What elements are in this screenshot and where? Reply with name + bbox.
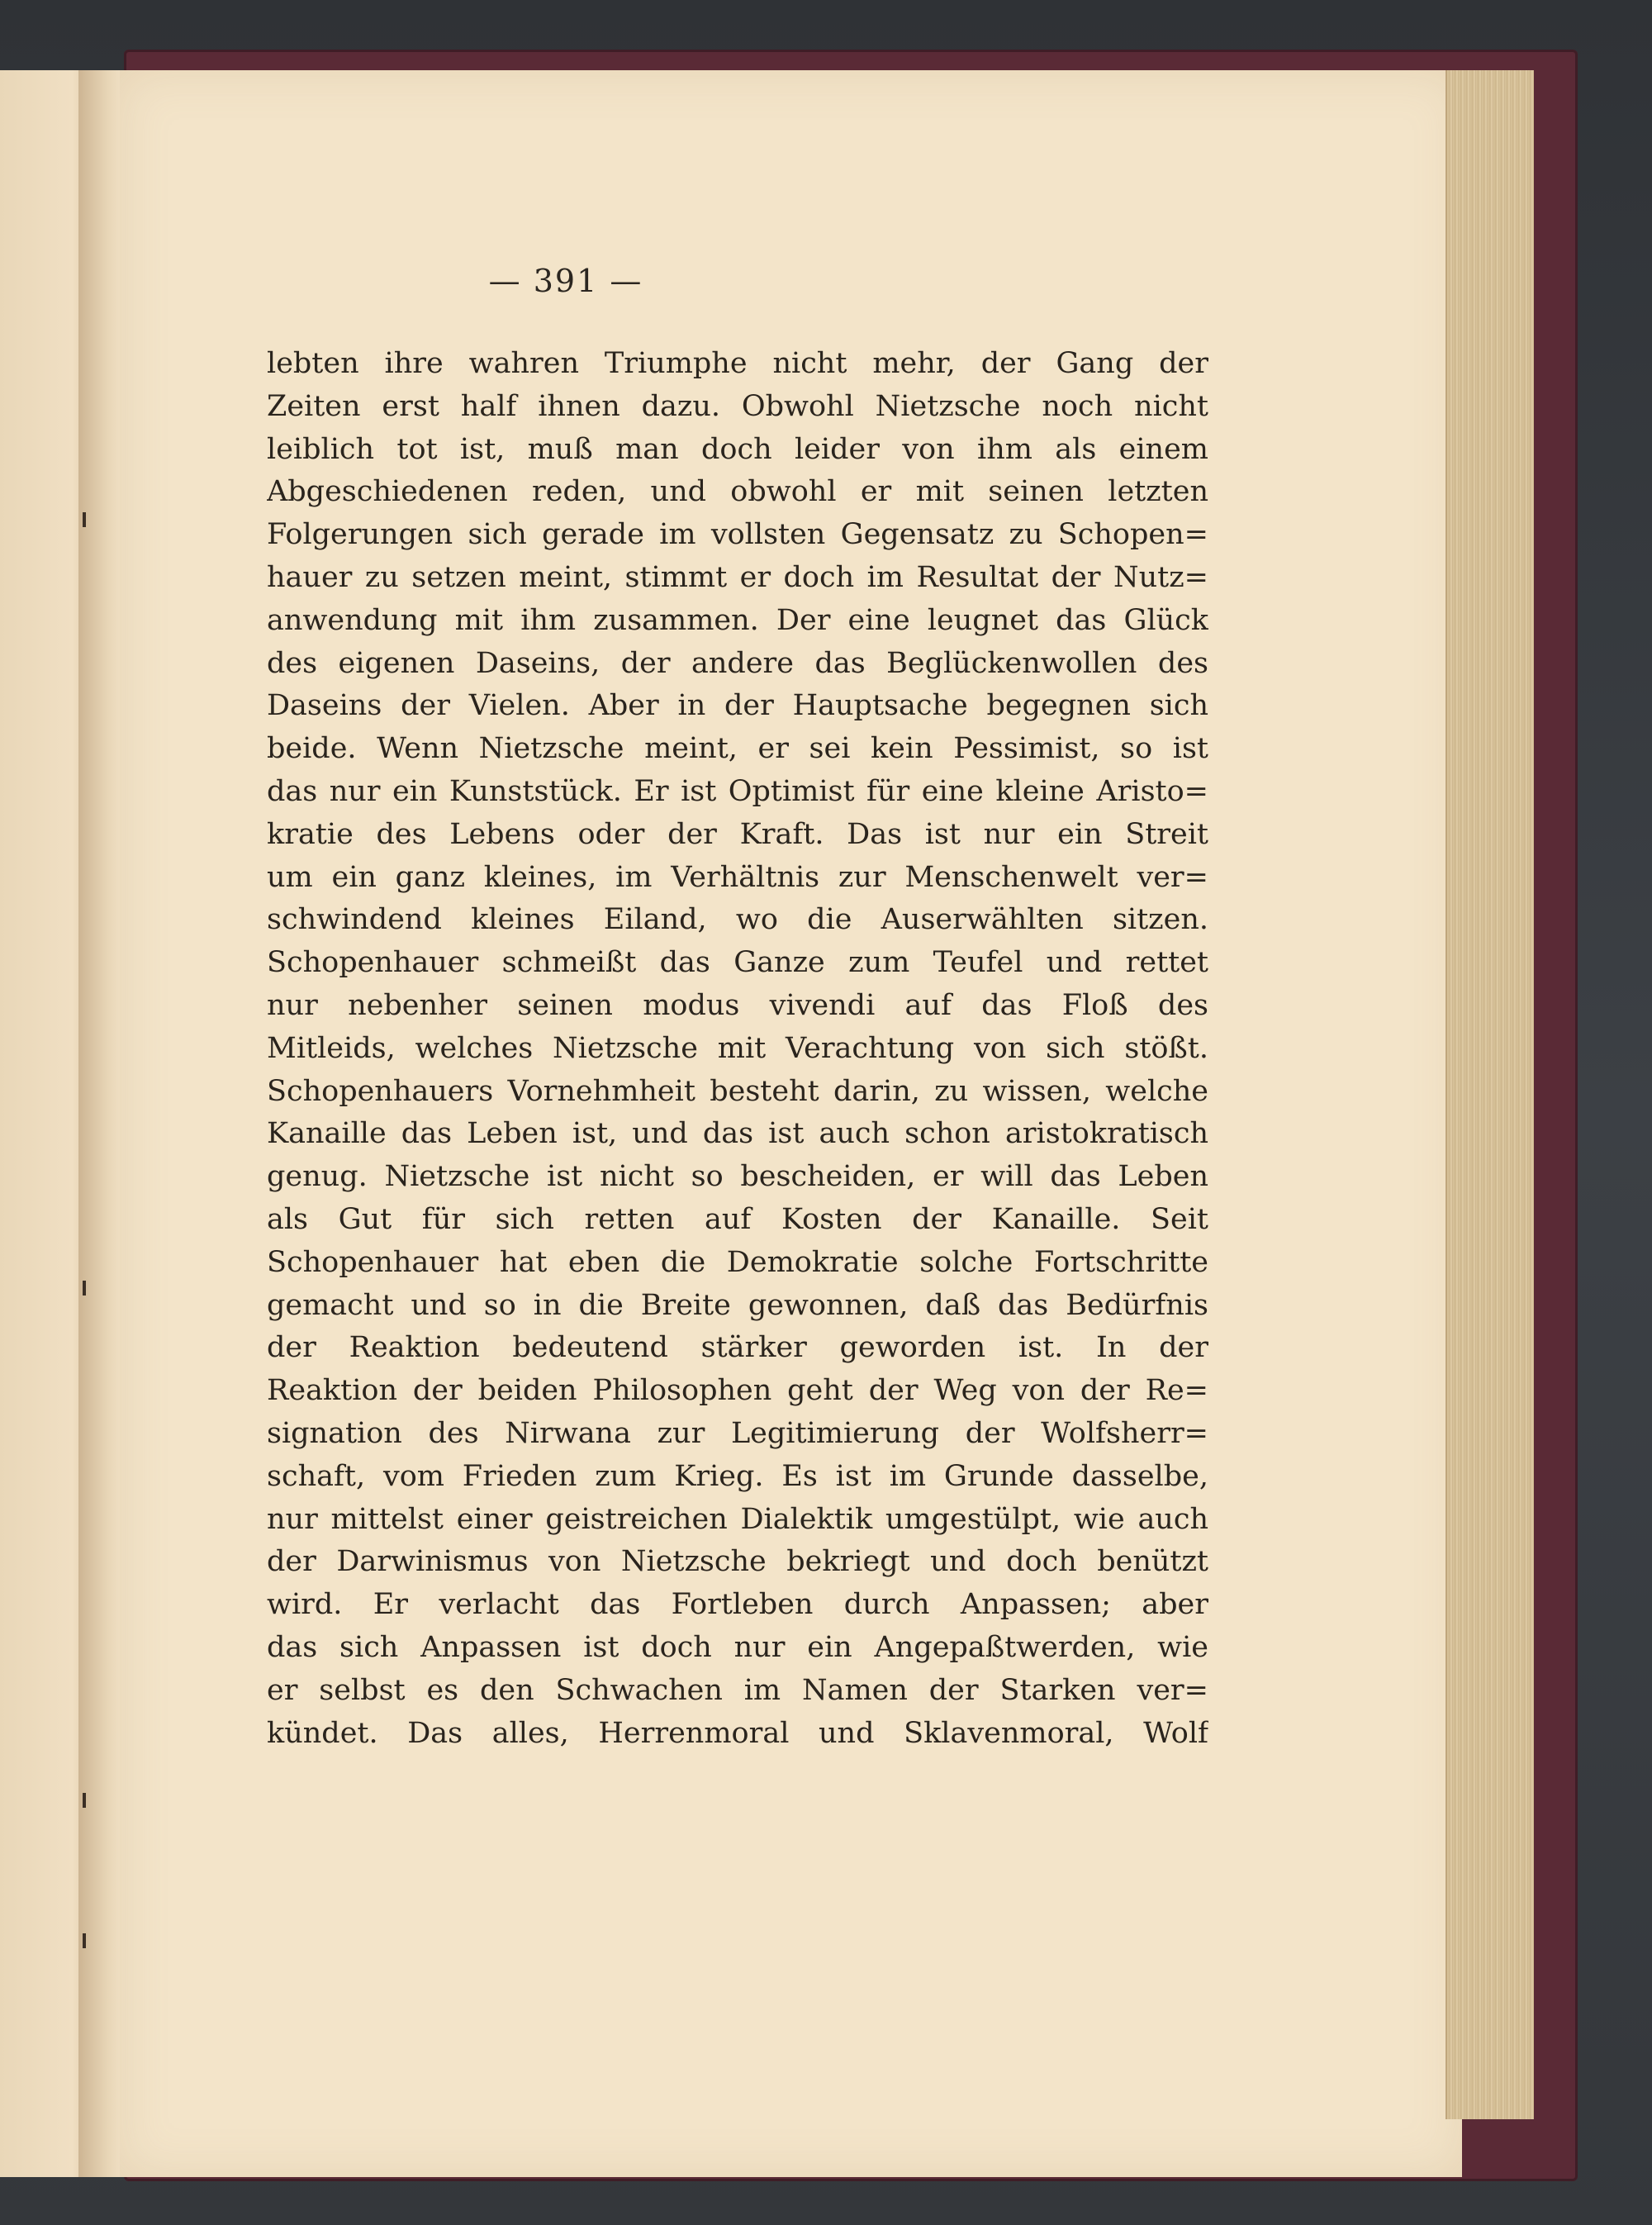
text-line: Abgeschiedenen reden, und obwohl er mit seinen letzten <box>267 475 1208 509</box>
text-line: leiblich tot ist, muß man doch leider von ihm als einem <box>267 432 1208 466</box>
text-line: Schopenhauers Vornehmheit besteht darin, zu wissen, welche <box>267 1074 1208 1108</box>
text-line: schaft, vom Frieden zum Krieg. Es ist im Grunde dasselbe, <box>267 1459 1208 1493</box>
text-line: nur nebenher seinen modus vivendi auf das Floß des <box>267 988 1208 1022</box>
text-line: wird. Er verlacht das Fortleben durch Anpassen; aber <box>267 1588 1208 1622</box>
text-line: schwindend kleines Eiland, wo die Auserwählten sitzen. <box>267 903 1208 937</box>
edge-mark <box>83 1793 86 1808</box>
text-line: genug. Nietzsche ist nicht so bescheiden, er will das Leben <box>267 1160 1208 1194</box>
text-line: Mitleids, welches Nietzsche mit Verachtung von sich stößt. <box>267 1031 1208 1065</box>
text-line: als Gut für sich retten auf Kosten der Kanaille. Seit <box>267 1202 1208 1236</box>
text-line: der Reaktion bedeutend stärker geworden ist. In der <box>267 1331 1208 1365</box>
text-line: Folgerungen sich gerade im vollsten Gegensatz zu Schopen= <box>267 518 1208 552</box>
text-line: signation des Nirwana zur Legitimierung der Wolfsherr= <box>267 1416 1208 1450</box>
text-line: der Darwinismus von Nietzsche bekriegt und doch benützt <box>267 1545 1208 1579</box>
text-line: Schopenhauer schmeißt das Ganze zum Teufel und rettet <box>267 946 1208 980</box>
left-page-marks <box>83 496 89 1983</box>
text-line: beide. Wenn Nietzsche meint, er sei kein Pessimist, so ist <box>267 732 1208 766</box>
text-line: lebten ihre wahren Triumphe nicht mehr, der Gang der <box>267 347 1208 380</box>
text-line: Daseins der Vielen. Aber in der Hauptsache begegnen sich <box>267 689 1208 723</box>
text-line: Schopenhauer hat eben die Demokratie solche Fortschritte <box>267 1245 1208 1279</box>
text-line: um ein ganz kleines, im Verhältnis zur Menschenwelt ver= <box>267 860 1208 894</box>
text-line: kündet. Das alles, Herrenmoral und Sklavenmoral, Wolf <box>267 1716 1208 1750</box>
page-number: — 391 — <box>488 263 643 299</box>
edge-mark <box>83 512 86 527</box>
text-line: nur mittelst einer geistreichen Dialektik umgestülpt, wie auch <box>267 1502 1208 1536</box>
text-line: anwendung mit ihm zusammen. Der eine leugnet das Glück <box>267 603 1208 637</box>
text-line: Kanaille das Leben ist, und das ist auch schon aristokratisch <box>267 1117 1208 1151</box>
text-line: hauer zu setzen meint, stimmt er doch im Resultat der Nutz= <box>267 560 1208 594</box>
text-line: kratie des Lebens oder der Kraft. Das ist nur ein Streit <box>267 817 1208 851</box>
text-line: er selbst es den Schwachen im Namen der Starken ver= <box>267 1673 1208 1707</box>
page-body-text <box>267 343 1208 1755</box>
text-line: Zeiten erst half ihnen dazu. Obwohl Nietzsche noch nicht <box>267 389 1208 423</box>
edge-mark <box>83 1281 86 1296</box>
text-line: das nur ein Kunststück. Er ist Optimist für eine kleine Aristo= <box>267 774 1208 808</box>
text-line: Reaktion der beiden Philosophen geht der Weg von der Re= <box>267 1374 1208 1408</box>
edge-mark <box>83 1933 86 1948</box>
text-line: das sich Anpassen ist doch nur ein Angepaßtwerden, wie <box>267 1630 1208 1664</box>
page-block-edge <box>1446 70 1534 2119</box>
text-line: gemacht und so in die Breite gewonnen, daß das Bedürfnis <box>267 1288 1208 1322</box>
text-line: des eigenen Daseins, der andere das Beglückenwollen des <box>267 646 1208 680</box>
